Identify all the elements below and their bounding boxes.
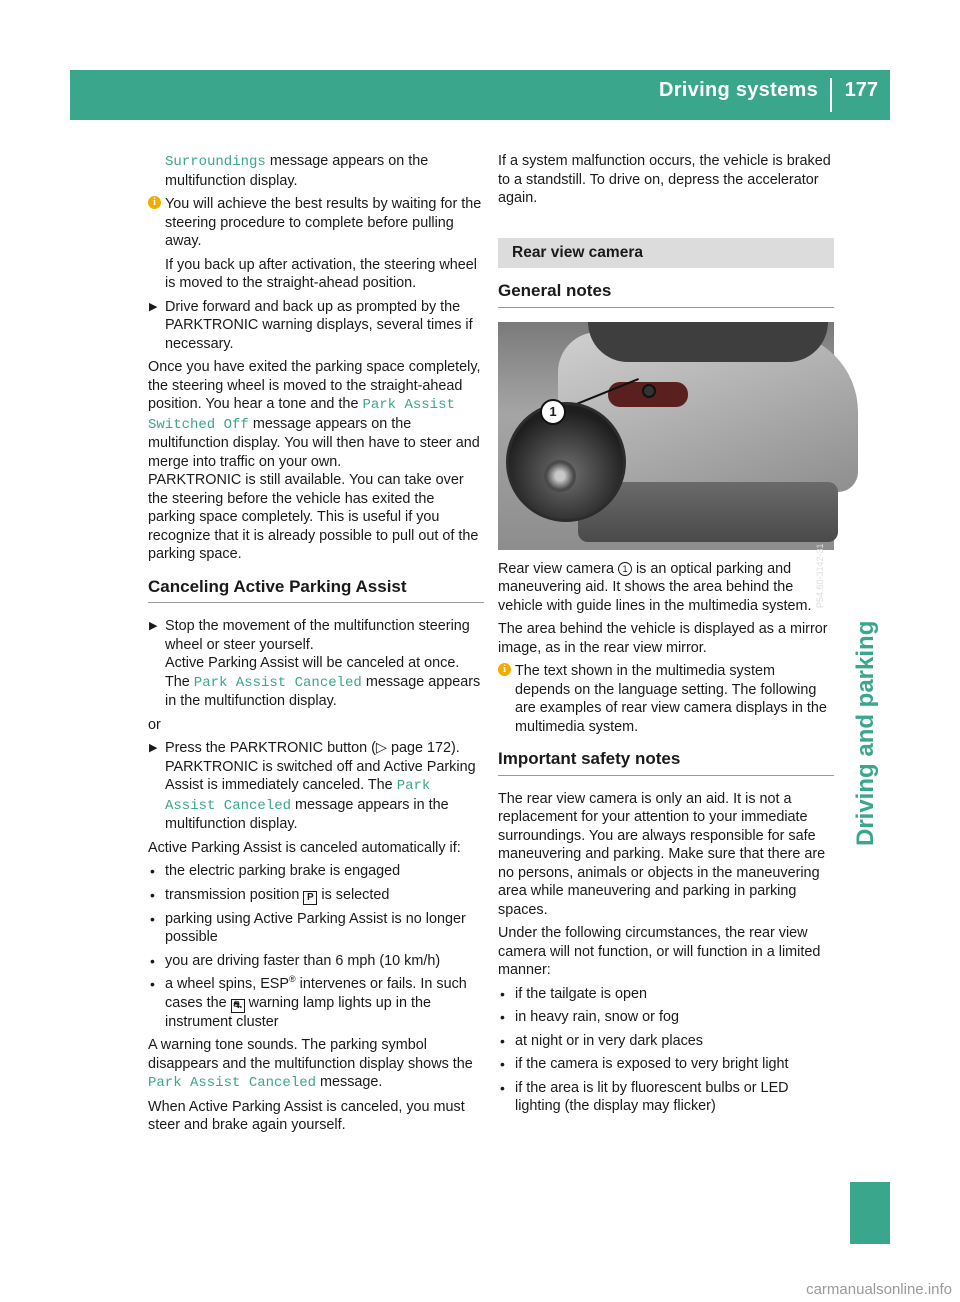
bullet-icon: •	[150, 952, 155, 969]
list-item: • at night or in very dark places	[500, 1032, 703, 1049]
paragraph: Surroundings message appears on the multifunction display.	[165, 153, 429, 189]
paragraph: Active Parking Assist is canceled automatically if:	[148, 839, 461, 856]
section-heading: Important safety notes	[498, 750, 834, 776]
paragraph: The area behind the vehicle is displayed as a mirror image, as in the rear view mirror.	[498, 621, 828, 656]
header-title: Driving systems	[658, 79, 818, 101]
list-item: • you are driving faster than 6 mph (10 km/h)	[150, 952, 441, 969]
park-symbol-icon: P	[303, 891, 317, 905]
page-reference-link[interactable]: ▷ page 172	[375, 740, 451, 756]
info-icon: i	[148, 196, 161, 209]
left-column	[148, 152, 484, 1135]
info-note: i You will achieve the best results by waiting for the steering procedure to complete before pulling away. If you back up after activation, the steering wheel is moved to the straight-ahead position.	[148, 195, 484, 293]
bullet-icon: •	[150, 886, 155, 903]
list-item: • if the camera is exposed to very bright light	[500, 1056, 789, 1072]
display-message: Park Assist Switched Off	[148, 397, 455, 433]
callout-reference: 1	[618, 562, 632, 576]
side-tab-marker	[850, 1182, 890, 1244]
arrow-right-icon: ▶	[149, 620, 158, 632]
instruction-step: ▶ Drive forward and back up as prompted by the PARKTRONIC warning displays, several times if necessary.	[149, 298, 473, 352]
car-skid-warning-icon: ⛐	[231, 999, 245, 1013]
info-icon: i	[498, 663, 511, 676]
vehicle-window	[588, 322, 828, 362]
display-message: Surroundings	[165, 154, 266, 170]
header-bar	[70, 70, 890, 120]
paragraph: A warning tone sounds. The parking symbol disappears and the multifunction display shows the Park Assist Canceled message.	[148, 1037, 473, 1091]
section-banner: Rear view camera	[498, 238, 834, 269]
callout-number: 1	[540, 399, 566, 425]
display-message: Park Assist Canceled	[148, 1075, 317, 1091]
bullet-icon: •	[500, 1009, 505, 1025]
list-item: • if the area is lit by fluorescent bulbs or LED lighting (the display may flicker)	[500, 1079, 789, 1114]
page-number: 177	[844, 79, 878, 101]
list-item: • in heavy rain, snow or fog	[500, 1009, 679, 1025]
list-item: • the electric parking brake is engaged	[150, 863, 401, 879]
bullet-icon: •	[500, 1056, 505, 1072]
paragraph: Under the following circumstances, the rear view camera will not function, or will function in a limited manner:	[498, 925, 821, 978]
bullet-icon: •	[500, 985, 505, 1002]
camera-detail-inset	[506, 402, 626, 522]
list-item: • if the tailgate is open	[500, 985, 648, 1002]
section-heading: General notes	[498, 282, 834, 308]
paragraph: PARKTRONIC is still available. You can take over the steering before the vehicle has exited the parking space completely. This is useful if you recognize that it is already possible to pull out of the parking space.	[148, 472, 479, 562]
bullet-icon: •	[150, 910, 155, 927]
info-note: i The text shown in the multimedia system depends on the language setting. The following are examples of rear view camera displays in the multimedia system.	[498, 662, 834, 736]
image-code: P54.60-3142-31	[815, 543, 826, 609]
right-column	[498, 152, 834, 1116]
section-heading: Canceling Active Parking Assist	[148, 578, 484, 604]
paragraph: Rear view camera 1 is an optical parking and maneuvering aid. It shows the area behind the vehicle with guide lines in the multimedia system.	[498, 560, 812, 614]
bullet-icon: •	[500, 1079, 505, 1096]
bullet-icon: •	[150, 863, 155, 879]
instruction-step: ▶ Stop the movement of the multifunction steering wheel or steer yourself. Active Parking Assist will be canceled at once. The Park Assist Canceled message appears in the multifunction display.	[149, 618, 481, 709]
paragraph: The rear view camera is only an aid. It is not a replacement for your attention to your immediate surroundings. You are always responsible for safe maneuvering and parking. Make sure that there are no persons, animals or objects in the maneuvering area while maneuvering and parking in parking spaces.	[498, 790, 826, 918]
bullet-icon: •	[150, 976, 155, 992]
side-tab-label: Driving and parking	[852, 620, 879, 846]
list-item: • parking using Active Parking Assist is no longer possible	[150, 910, 466, 945]
paragraph: Once you have exited the parking space completely, the steering wheel is moved to the straight-ahead position. You hear a tone and the Park Assist Switched Off message appears on the multifunction display. You will then have to steer and merge into traffic on your own.	[148, 359, 481, 470]
list-item: • a wheel spins, ESP® intervenes or fails. In such cases the ⛐ warning lamp lights up in the instrument cluster	[150, 974, 467, 1030]
paragraph: If a system malfunction occurs, the vehicle is braked to a standstill. To drive on, depress the accelerator again.	[498, 153, 831, 206]
arrow-right-icon: ▶	[149, 300, 158, 313]
list-item: • transmission position P is selected	[150, 886, 390, 903]
camera-lens	[544, 460, 576, 492]
paragraph: When Active Parking Assist is canceled, you must steer and brake again yourself.	[148, 1098, 465, 1133]
display-message: Park Assist Canceled	[193, 674, 362, 691]
header-separator	[830, 78, 832, 112]
instruction-step: ▶ Press the PARKTRONIC button (▷ page 172). PARKTRONIC is switched off and Active Parking Assist is immediately canceled. The Park Assist Canceled message appears in the multifunction display.	[149, 740, 476, 832]
display-message: Park Assist Canceled	[165, 778, 431, 814]
arrow-right-icon: ▶	[149, 742, 158, 754]
watermark: carmanualsonline.info	[806, 1281, 952, 1298]
camera-location-marker	[642, 384, 656, 398]
bullet-icon: •	[500, 1032, 505, 1049]
or-label: or	[148, 716, 161, 733]
